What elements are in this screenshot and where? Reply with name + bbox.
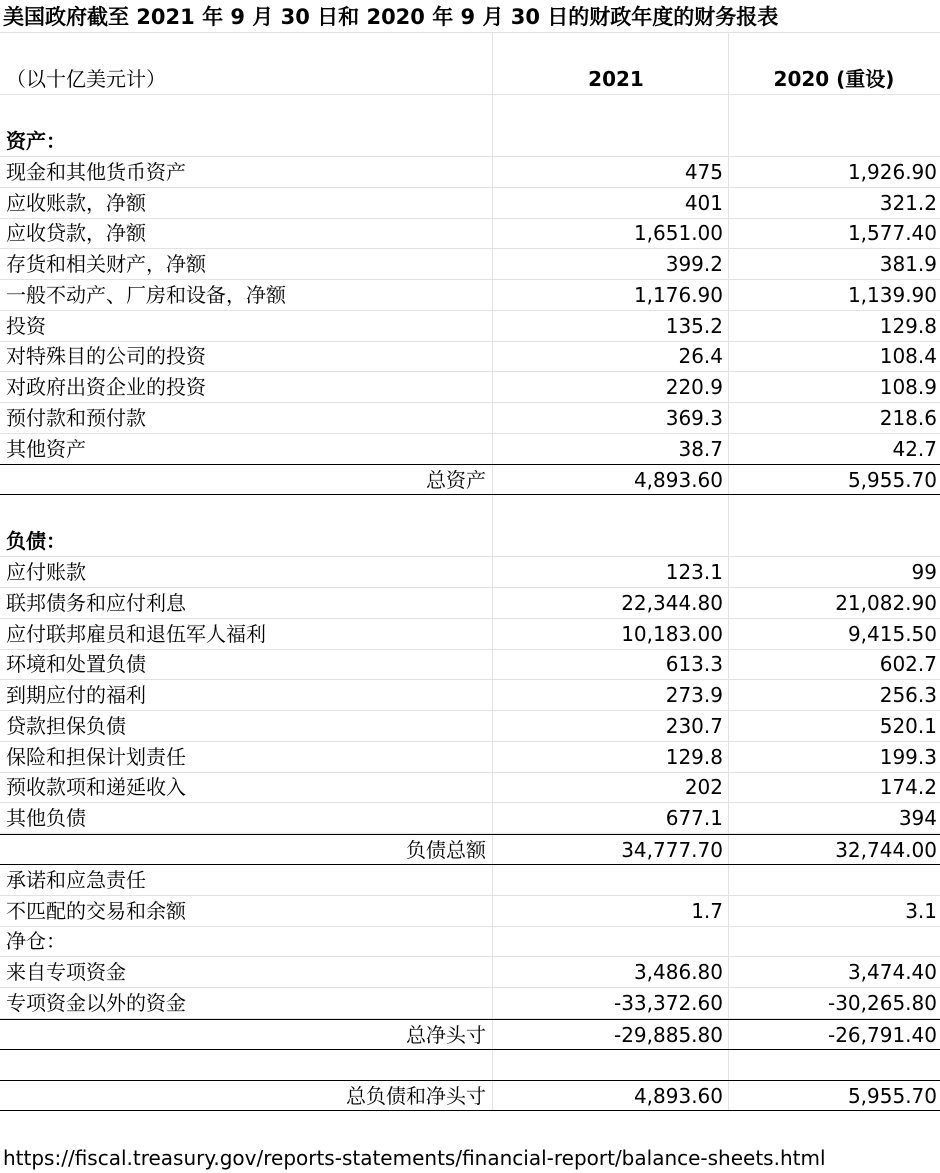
value-2020: 218.6 bbox=[879, 405, 937, 430]
value-2020: 129.8 bbox=[879, 313, 937, 338]
total-row bbox=[0, 834, 940, 865]
value-2020: 3,474.40 bbox=[847, 959, 937, 984]
table-row bbox=[0, 619, 940, 650]
value-2020: 108.4 bbox=[879, 343, 937, 368]
table-row bbox=[0, 280, 940, 311]
row-label: 来自专项资金 bbox=[6, 959, 126, 984]
table-row bbox=[0, 649, 940, 680]
row-label: 应付账款 bbox=[6, 559, 86, 584]
value-2020: 9,415.50 bbox=[847, 621, 937, 646]
assets-heading: 资产： bbox=[6, 128, 66, 153]
row-label: 应付联邦雇员和退伍军人福利 bbox=[6, 621, 266, 646]
value-2021: 202 bbox=[684, 774, 723, 799]
row-label: 贷款担保负债 bbox=[6, 713, 126, 738]
value-2021: 369.3 bbox=[665, 405, 723, 430]
header-row bbox=[0, 64, 940, 95]
table-row bbox=[0, 803, 940, 834]
total-liabilities-2021: 34,777.70 bbox=[621, 837, 723, 862]
row-label: 一般不动产、厂房和设备，净额 bbox=[6, 282, 286, 307]
sheet-title: 美国政府截至 2021 年 9 月 30 日和 2020 年 9 月 30 日的财政年度的财务报表 bbox=[3, 5, 779, 29]
value-2021: 220.9 bbox=[665, 374, 723, 399]
table-row bbox=[0, 588, 940, 619]
grand-total-2020: 5,955.70 bbox=[847, 1083, 937, 1108]
row-label: 应收账款，净额 bbox=[6, 190, 146, 215]
total-net-position-label: 总净头寸 bbox=[406, 1022, 486, 1047]
table-row bbox=[0, 403, 940, 434]
row-label: 存货和相关财产，净额 bbox=[6, 251, 206, 276]
value-2020: 174.2 bbox=[879, 774, 937, 799]
source-url[interactable]: https://fiscal.treasury.gov/reports-statements/financial-report/balance-sheets.html bbox=[3, 1145, 826, 1170]
value-2020: 602.7 bbox=[879, 651, 937, 676]
table-row bbox=[0, 957, 940, 988]
value-2021: 677.1 bbox=[665, 805, 723, 830]
table-row bbox=[0, 742, 940, 773]
value-2020: 394 bbox=[898, 805, 937, 830]
table-row bbox=[0, 372, 940, 403]
table-row bbox=[0, 557, 940, 588]
value-2021: 10,183.00 bbox=[621, 621, 723, 646]
total-assets-2020: 5,955.70 bbox=[847, 467, 937, 492]
total-net-position-2021: -29,885.80 bbox=[613, 1022, 723, 1047]
value-2020: 199.3 bbox=[879, 744, 937, 769]
liabilities-heading-row bbox=[0, 526, 940, 557]
value-2021: 401 bbox=[684, 190, 723, 215]
value-2021: 26.4 bbox=[678, 343, 723, 368]
value-2021: 273.9 bbox=[665, 682, 723, 707]
total-assets-label: 总资产 bbox=[426, 467, 486, 492]
table-row bbox=[0, 865, 940, 896]
value-2020: 1,926.90 bbox=[847, 159, 937, 184]
value-2021: 123.1 bbox=[665, 559, 723, 584]
value-2020: 1,139.90 bbox=[847, 282, 937, 307]
value-2020: 42.7 bbox=[892, 436, 937, 461]
liabilities-heading: 负债： bbox=[6, 528, 66, 553]
value-2021: 1,176.90 bbox=[633, 282, 723, 307]
value-2020: 381.9 bbox=[879, 251, 937, 276]
grand-total-row bbox=[0, 1080, 940, 1111]
row-label: 其他负债 bbox=[6, 805, 86, 830]
value-2021: 38.7 bbox=[678, 436, 723, 461]
value-2020: 1,577.40 bbox=[847, 220, 937, 245]
row-label: 应收贷款，净额 bbox=[6, 220, 146, 245]
grand-total-2021: 4,893.60 bbox=[633, 1083, 723, 1108]
total-net-position-2020: -26,791.40 bbox=[827, 1022, 937, 1047]
row-label: 对特殊目的公司的投资 bbox=[6, 343, 206, 368]
table-row bbox=[0, 311, 940, 342]
table-row bbox=[0, 341, 940, 372]
column-header-2020: 2020 (重设) bbox=[773, 66, 895, 91]
row-label: 联邦债务和应付利息 bbox=[6, 590, 186, 615]
value-2021: 230.7 bbox=[665, 713, 723, 738]
row-label: 到期应付的福利 bbox=[6, 682, 146, 707]
value-2021: 22,344.80 bbox=[621, 590, 723, 615]
row-label: 保险和担保计划责任 bbox=[6, 744, 186, 769]
value-2021: 135.2 bbox=[665, 313, 723, 338]
net-position-heading-row bbox=[0, 926, 940, 957]
table-row bbox=[0, 218, 940, 249]
total-liabilities-2020: 32,744.00 bbox=[835, 837, 937, 862]
value-2021: 129.8 bbox=[665, 744, 723, 769]
value-2021: 1.7 bbox=[691, 898, 723, 923]
table-row bbox=[0, 188, 940, 219]
total-row bbox=[0, 464, 940, 495]
value-2020: 3.1 bbox=[905, 898, 937, 923]
value-2020: 108.9 bbox=[879, 374, 937, 399]
net-position-heading: 净仓： bbox=[6, 928, 66, 953]
table-row bbox=[0, 157, 940, 188]
table-row bbox=[0, 434, 940, 465]
row-label: 现金和其他货币资产 bbox=[6, 159, 186, 184]
title-row bbox=[0, 3, 940, 33]
value-2021: 1,651.00 bbox=[633, 220, 723, 245]
unit-note: （以十亿美元计） bbox=[6, 66, 166, 91]
table-row bbox=[0, 988, 940, 1019]
table-row bbox=[0, 680, 940, 711]
total-assets-2021: 4,893.60 bbox=[633, 467, 723, 492]
table-row bbox=[0, 711, 940, 742]
column-header-2021: 2021 bbox=[588, 66, 644, 91]
value-2020: 256.3 bbox=[879, 682, 937, 707]
value-2021: 475 bbox=[684, 159, 723, 184]
row-label: 承诺和应急责任 bbox=[6, 867, 146, 892]
value-2020: 99 bbox=[911, 559, 937, 584]
row-label: 预付款和预付款 bbox=[6, 405, 146, 430]
value-2020: 21,082.90 bbox=[835, 590, 937, 615]
assets-heading-row bbox=[0, 126, 940, 157]
value-2021: 613.3 bbox=[665, 651, 723, 676]
grand-total-label: 总负债和净头寸 bbox=[346, 1083, 486, 1108]
table-row bbox=[0, 896, 940, 927]
row-label: 不匹配的交易和余额 bbox=[6, 898, 186, 923]
row-label: 预收款项和递延收入 bbox=[6, 774, 186, 799]
value-2020: 520.1 bbox=[879, 713, 937, 738]
table-row bbox=[0, 772, 940, 803]
value-2020: 321.2 bbox=[879, 190, 937, 215]
value-2020: -30,265.80 bbox=[827, 990, 937, 1015]
value-2021: -33,372.60 bbox=[613, 990, 723, 1015]
row-label: 对政府出资企业的投资 bbox=[6, 374, 206, 399]
row-label: 专项资金以外的资金 bbox=[6, 990, 186, 1015]
source-row bbox=[0, 1142, 940, 1173]
value-2021: 3,486.80 bbox=[633, 959, 723, 984]
total-row bbox=[0, 1019, 940, 1050]
table-row bbox=[0, 249, 940, 280]
row-label: 其他资产 bbox=[6, 436, 86, 461]
row-label: 投资 bbox=[6, 313, 46, 338]
total-liabilities-label: 负债总额 bbox=[406, 837, 486, 862]
row-label: 环境和处置负债 bbox=[6, 651, 146, 676]
value-2021: 399.2 bbox=[665, 251, 723, 276]
